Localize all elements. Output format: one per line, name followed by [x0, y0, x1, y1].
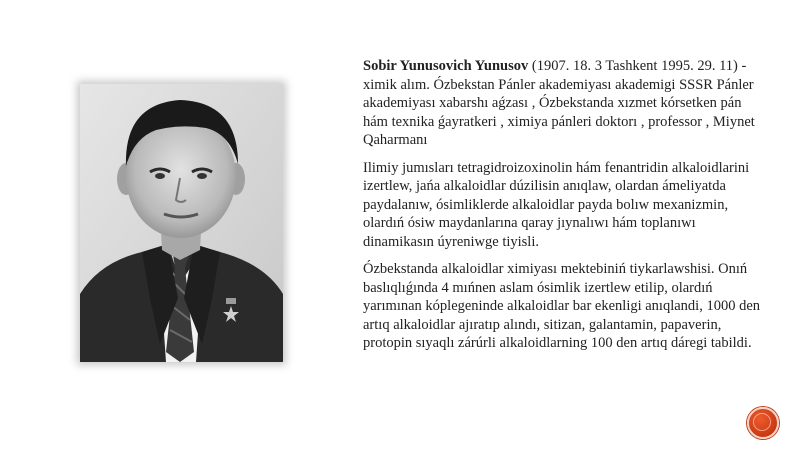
portrait-photo: [80, 84, 283, 362]
bio-school-paragraph: Ózbekstanda alkaloidlar ximiyası mektebiniń tiykarlawshisi. Onıń baslıqlıǵında 4 mıńnen aslam ósimlik izertlew etilip, olardıń yarımınan kóplegeninde alkaloidlar bar ekenligi anıqlandi, 1000 den artıq alkaloidlar ajıratıp alındı, sitizan, galantamin, papaverin, protopin sıyaqlı zárúrli alkaloidlarning 100 den artıq dáregi tabildi.: [363, 261, 761, 351]
bio-research-paragraph: Ilimiy jumısları tetragidroizoxinolin hám fenantridin alkaloidlarini izertlew, jańa alkaloidlar dúzilisin anıqlaw, olardan ámeliyatda paydalanıw, ósimliklerde alkaloidlar payda bolıw mexanizmin, olardıń ósiw maydanlarına qaray jıynalıwı hám toplanıwı dinamikasın úyreniwge tiyisli.: [363, 159, 750, 250]
biography-text: [363, 57, 763, 362]
slide-nav-button[interactable]: [747, 407, 779, 439]
bio-intro-paragraph: [363, 57, 763, 150]
person-name: Sobir Yunusovich Yunusov: [363, 58, 529, 74]
bio-intro-text: (1907. 18. 3 Tashkent 1995. 29. 11) - ximik alım. Ózbekstan Pánler akademiyası akademigi SSSR Pánler akademiyası xabarshı aǵzası , Ózbekstanda xızmet kórsetken pán hám texnika ǵayratkeri , ximiya pánleri doktorı , professor , Miynet Qaharmanı: [363, 58, 755, 148]
